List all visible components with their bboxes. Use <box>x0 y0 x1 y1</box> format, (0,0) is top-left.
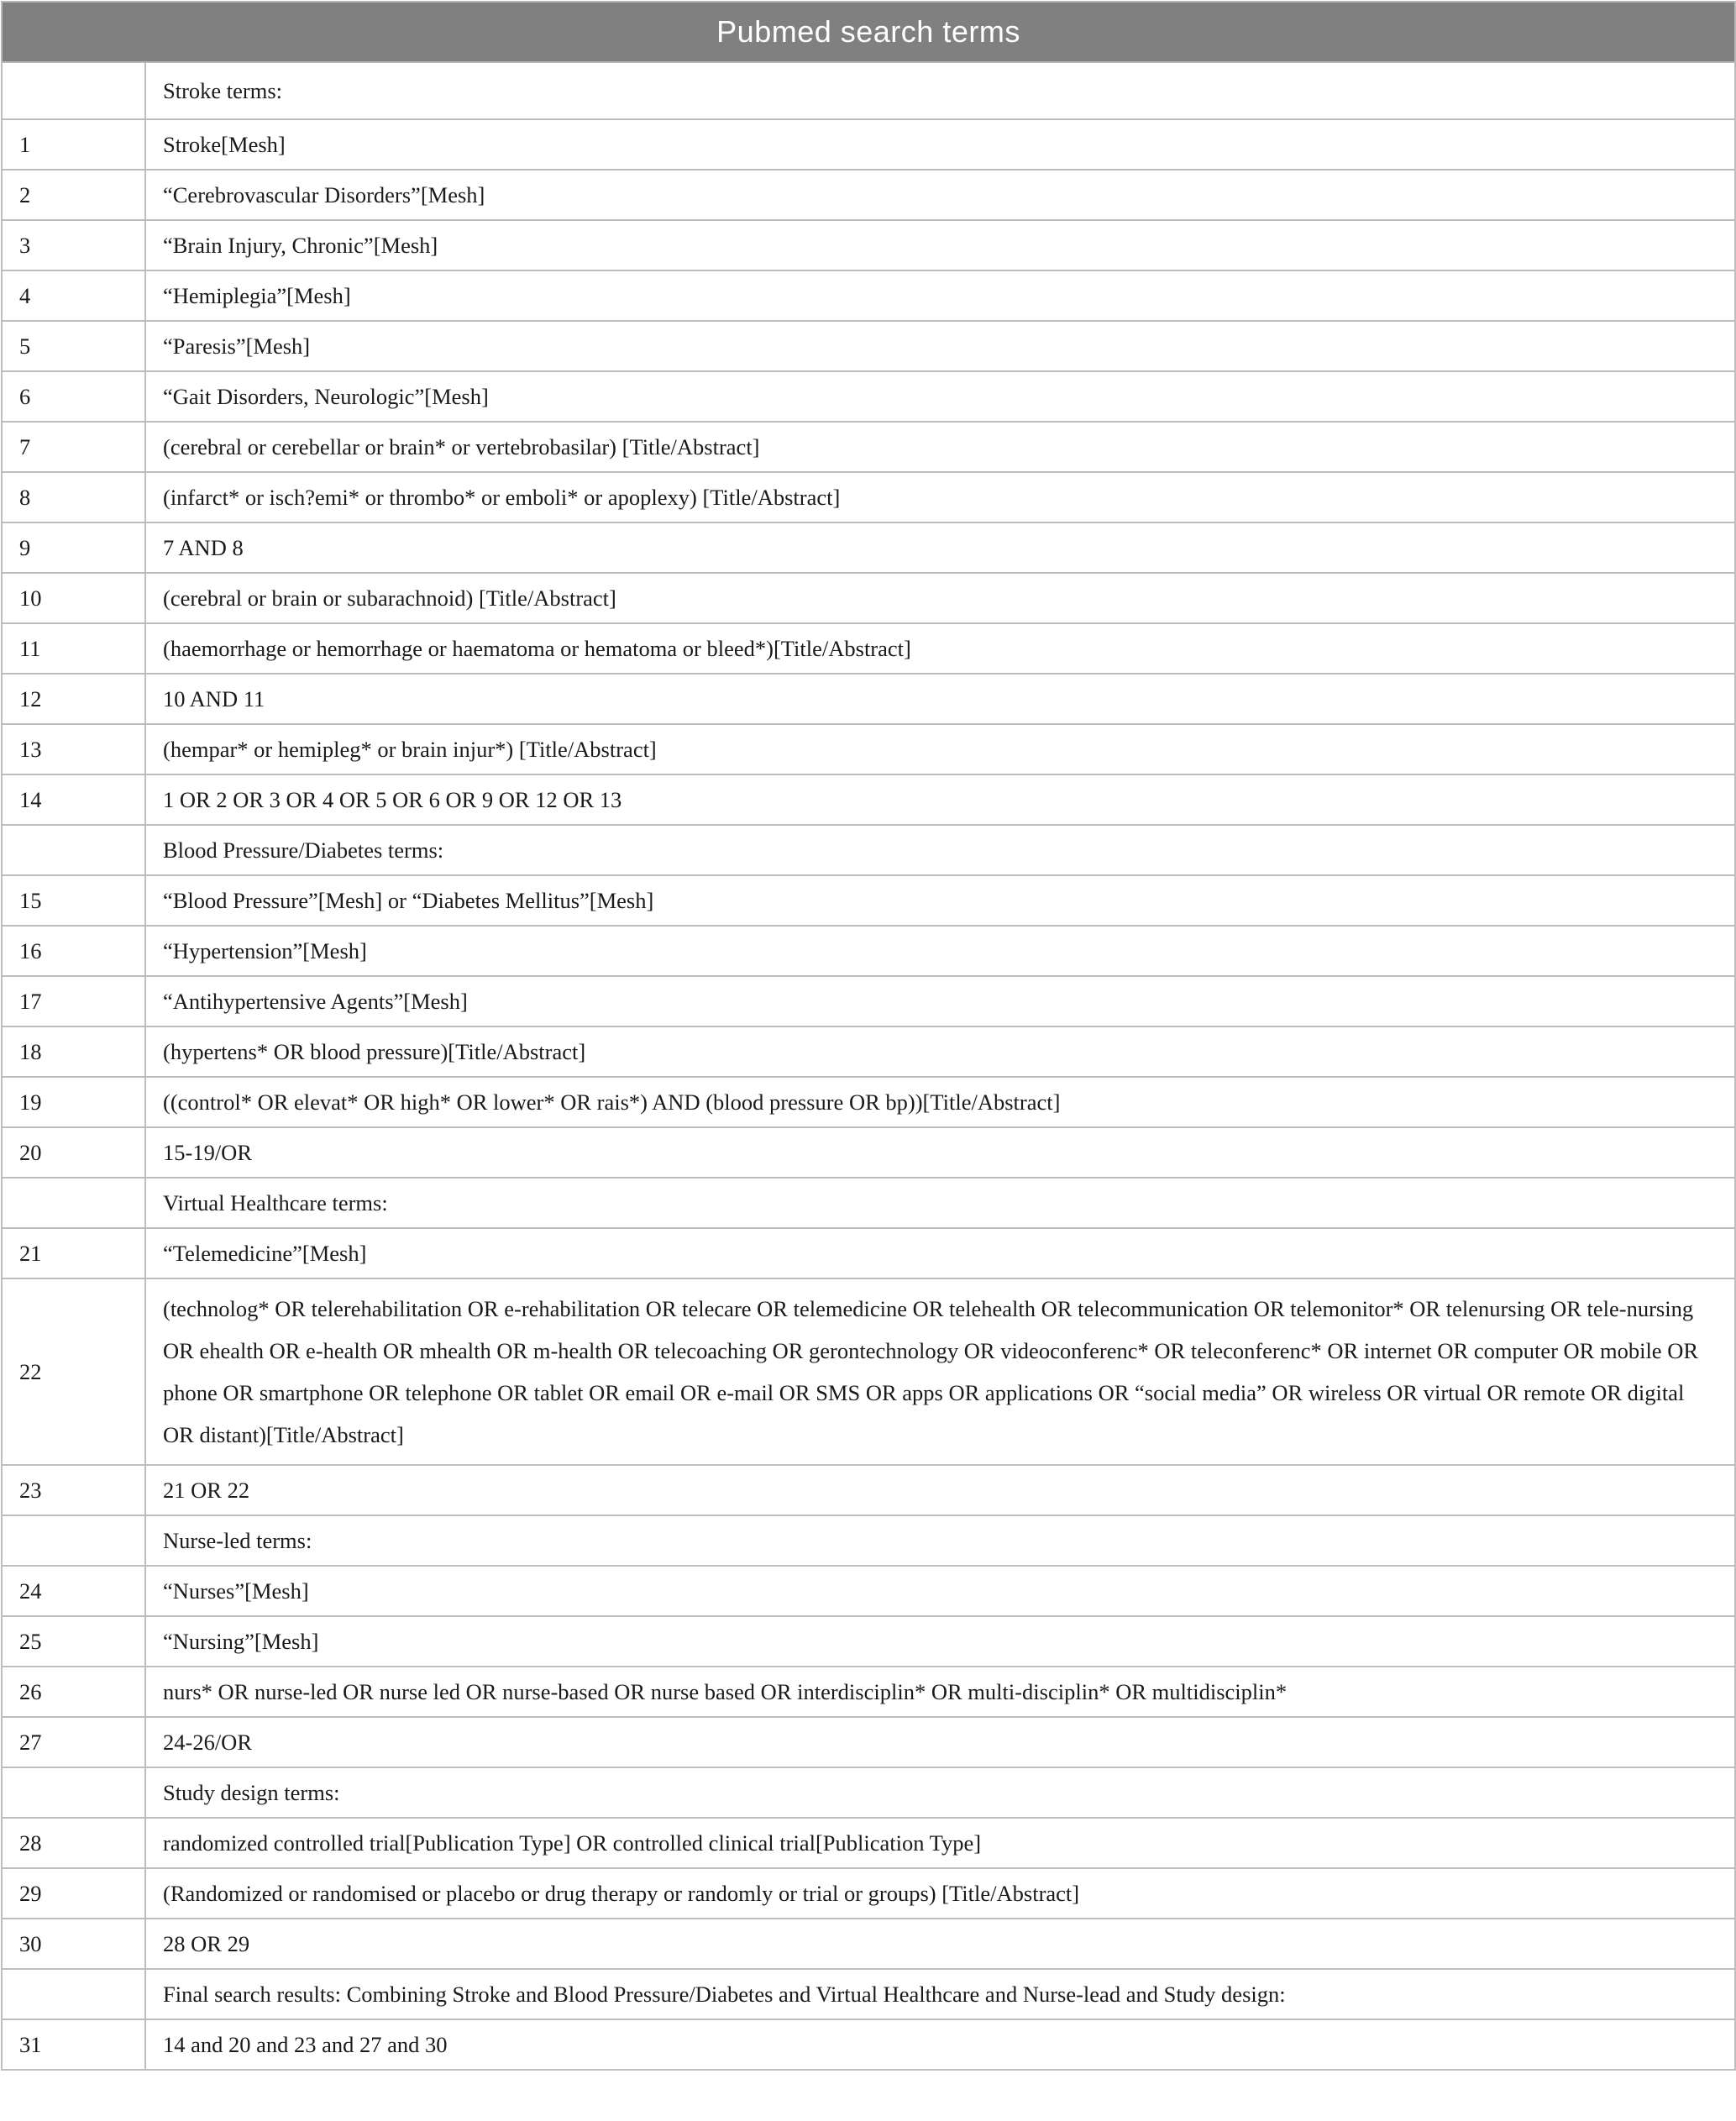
search-terms-table-container <box>1 1 1734 2071</box>
search-term: (cerebral or brain or subarachnoid) [Title/Abstract] <box>145 573 1735 623</box>
search-term: “Gait Disorders, Neurologic”[Mesh] <box>145 371 1735 422</box>
row-number: 5 <box>2 321 145 371</box>
row-number: 15 <box>2 875 145 926</box>
row-number: 29 <box>2 1868 145 1919</box>
row-number: 31 <box>2 2019 145 2070</box>
row-number <box>2 1767 145 1818</box>
row-number: 6 <box>2 371 145 422</box>
row-number: 21 <box>2 1228 145 1278</box>
row-number: 7 <box>2 422 145 472</box>
row-number: 22 <box>2 1278 145 1465</box>
table-row <box>2 1127 1735 1178</box>
row-number: 1 <box>2 119 145 170</box>
search-term: Virtual Healthcare terms: <box>145 1178 1735 1228</box>
search-term: 28 OR 29 <box>145 1919 1735 1969</box>
table-row <box>2 825 1735 875</box>
table-row <box>2 321 1735 371</box>
search-term: (infarct* or isch?emi* or thrombo* or emboli* or apoplexy) [Title/Abstract] <box>145 472 1735 522</box>
table-row <box>2 371 1735 422</box>
table-row <box>2 1969 1735 2019</box>
search-term: 7 AND 8 <box>145 522 1735 573</box>
table-row <box>2 1026 1735 1077</box>
table-row <box>2 522 1735 573</box>
search-term: nurs* OR nurse-led OR nurse led OR nurse-based OR nurse based OR interdisciplin* OR multi-disciplin* OR multidisciplin* <box>145 1667 1735 1717</box>
row-number: 23 <box>2 1465 145 1515</box>
table-row <box>2 623 1735 674</box>
table-row <box>2 1228 1735 1278</box>
row-number: 18 <box>2 1026 145 1077</box>
search-term: ((control* OR elevat* OR high* OR lower* OR rais*) AND (blood pressure OR bp))[Title/Abstract] <box>145 1077 1735 1127</box>
search-term: “Antihypertensive Agents”[Mesh] <box>145 976 1735 1026</box>
table-row <box>2 774 1735 825</box>
table-row <box>2 926 1735 976</box>
search-term: 21 OR 22 <box>145 1465 1735 1515</box>
search-term: Study design terms: <box>145 1767 1735 1818</box>
table-row <box>2 875 1735 926</box>
table-row <box>2 1616 1735 1667</box>
row-number: 4 <box>2 270 145 321</box>
row-number: 16 <box>2 926 145 976</box>
table-row <box>2 1667 1735 1717</box>
row-number: 13 <box>2 724 145 774</box>
row-number: 30 <box>2 1919 145 1969</box>
search-term: “Cerebrovascular Disorders”[Mesh] <box>145 170 1735 220</box>
row-number: 11 <box>2 623 145 674</box>
table-title: Pubmed search terms <box>2 2 1735 62</box>
search-term: 10 AND 11 <box>145 674 1735 724</box>
row-number: 24 <box>2 1566 145 1616</box>
row-number <box>2 1178 145 1228</box>
search-term: “Blood Pressure”[Mesh] or “Diabetes Mellitus”[Mesh] <box>145 875 1735 926</box>
row-number: 12 <box>2 674 145 724</box>
table-row <box>2 62 1735 119</box>
search-term: (technolog* OR telerehabilitation OR e-rehabilitation OR telecare OR telemedicine OR telehealth OR telecommunication OR telemonitor* OR telenursing OR tele-nursing OR ehealth OR e-health OR mhealth OR m-health OR telecoaching OR gerontechnology OR videoconferenc* OR teleconferenc* OR internet OR computer OR mobile OR phone OR smartphone OR telephone OR tablet OR email OR e-mail OR SMS OR apps OR applications OR “social media” OR wireless OR virtual OR remote OR digital OR distant)[Title/Abstract] <box>145 1278 1735 1465</box>
row-number <box>2 1515 145 1566</box>
search-terms-table <box>1 1 1736 2071</box>
table-row <box>2 119 1735 170</box>
table-row <box>2 472 1735 522</box>
table-row <box>2 270 1735 321</box>
row-number: 2 <box>2 170 145 220</box>
table-row <box>2 1717 1735 1767</box>
search-term: “Hypertension”[Mesh] <box>145 926 1735 976</box>
search-term: (hypertens* OR blood pressure)[Title/Abstract] <box>145 1026 1735 1077</box>
search-term: Blood Pressure/Diabetes terms: <box>145 825 1735 875</box>
row-number: 17 <box>2 976 145 1026</box>
table-row <box>2 1868 1735 1919</box>
search-term: (cerebral or cerebellar or brain* or vertebrobasilar) [Title/Abstract] <box>145 422 1735 472</box>
search-term: Nurse-led terms: <box>145 1515 1735 1566</box>
search-term: “Hemiplegia”[Mesh] <box>145 270 1735 321</box>
search-term: “Paresis”[Mesh] <box>145 321 1735 371</box>
search-term: 14 and 20 and 23 and 27 and 30 <box>145 2019 1735 2070</box>
row-number: 19 <box>2 1077 145 1127</box>
table-row <box>2 1566 1735 1616</box>
row-number <box>2 1969 145 2019</box>
search-term: randomized controlled trial[Publication Type] OR controlled clinical trial[Publication Type] <box>145 1818 1735 1868</box>
table-row <box>2 1919 1735 1969</box>
table-row <box>2 422 1735 472</box>
search-term: 24-26/OR <box>145 1717 1735 1767</box>
row-number: 25 <box>2 1616 145 1667</box>
table-row <box>2 220 1735 270</box>
row-number: 27 <box>2 1717 145 1767</box>
search-term: (haemorrhage or hemorrhage or haematoma or hematoma or bleed*)[Title/Abstract] <box>145 623 1735 674</box>
table-row <box>2 1077 1735 1127</box>
row-number: 28 <box>2 1818 145 1868</box>
row-number: 9 <box>2 522 145 573</box>
table-row <box>2 724 1735 774</box>
row-number: 8 <box>2 472 145 522</box>
row-number: 3 <box>2 220 145 270</box>
table-row <box>2 1178 1735 1228</box>
search-term: “Telemedicine”[Mesh] <box>145 1228 1735 1278</box>
search-term: Stroke[Mesh] <box>145 119 1735 170</box>
search-term: (Randomized or randomised or placebo or drug therapy or randomly or trial or groups) [Title/Abstract] <box>145 1868 1735 1919</box>
row-number <box>2 62 145 119</box>
search-term: 1 OR 2 OR 3 OR 4 OR 5 OR 6 OR 9 OR 12 OR 13 <box>145 774 1735 825</box>
row-number <box>2 825 145 875</box>
search-term: Stroke terms: <box>145 62 1735 119</box>
search-term: “Nurses”[Mesh] <box>145 1566 1735 1616</box>
table-row <box>2 1515 1735 1566</box>
table-row <box>2 1465 1735 1515</box>
search-term: 15-19/OR <box>145 1127 1735 1178</box>
row-number: 20 <box>2 1127 145 1178</box>
table-row <box>2 573 1735 623</box>
table-row <box>2 1278 1735 1465</box>
search-term: “Brain Injury, Chronic”[Mesh] <box>145 220 1735 270</box>
table-row <box>2 2019 1735 2070</box>
row-number: 26 <box>2 1667 145 1717</box>
table-row <box>2 170 1735 220</box>
search-term: “Nursing”[Mesh] <box>145 1616 1735 1667</box>
table-row <box>2 1818 1735 1868</box>
table-row <box>2 674 1735 724</box>
search-term: Final search results: Combining Stroke and Blood Pressure/Diabetes and Virtual Healthcare and Nurse-lead and Study design: <box>145 1969 1735 2019</box>
row-number: 14 <box>2 774 145 825</box>
table-row <box>2 976 1735 1026</box>
table-body <box>2 62 1735 2070</box>
table-header-row <box>2 2 1735 62</box>
search-term: (hempar* or hemipleg* or brain injur*) [Title/Abstract] <box>145 724 1735 774</box>
row-number: 10 <box>2 573 145 623</box>
table-row <box>2 1767 1735 1818</box>
